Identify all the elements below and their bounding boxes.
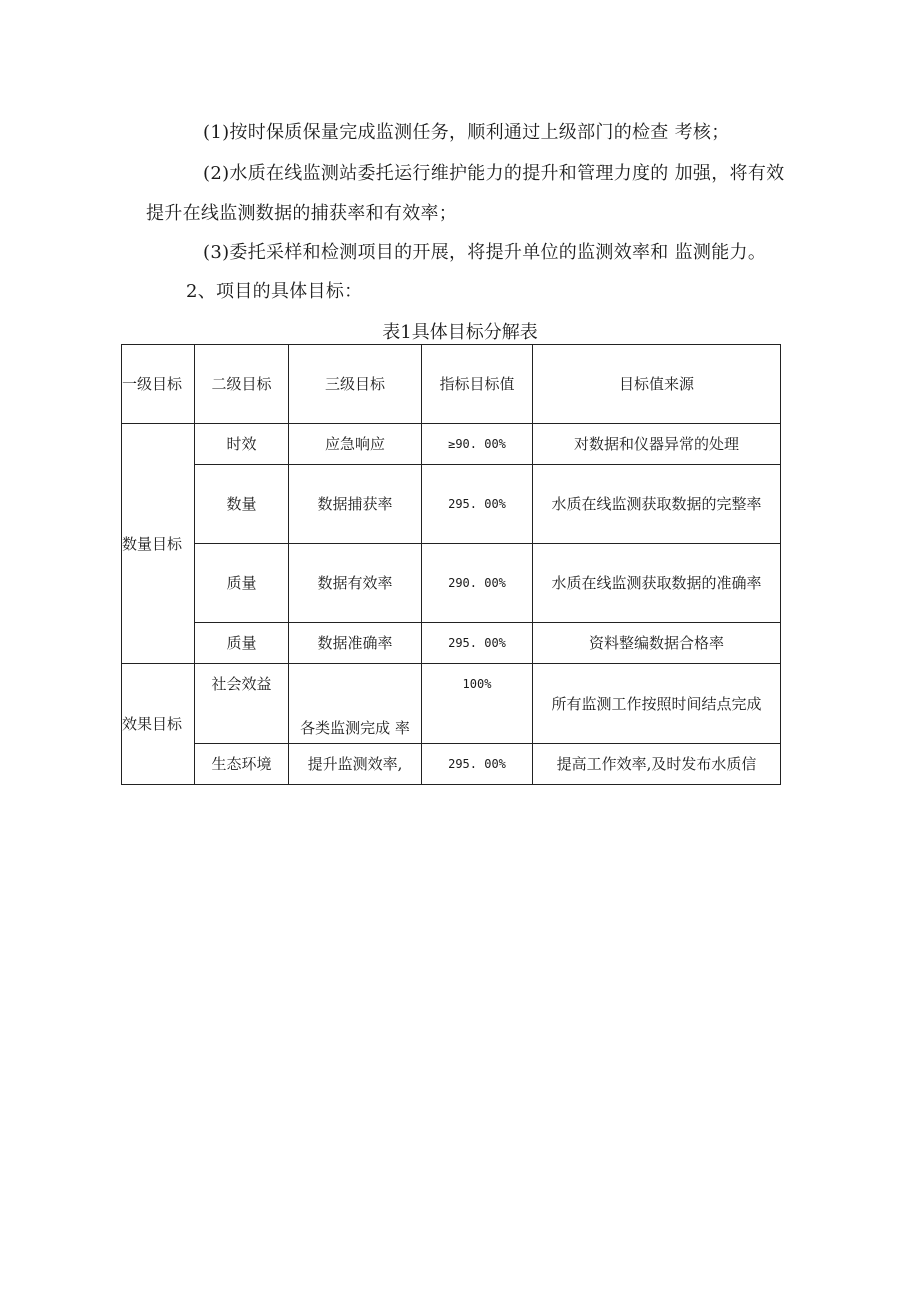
source-cell: 资料整编数据合格率 (533, 623, 781, 664)
source-cell: 水质在线监测获取数据的完整率 (533, 465, 781, 544)
source-cell: 对数据和仪器异常的处理 (533, 424, 781, 465)
level2-cell: 生态环境 (195, 744, 289, 785)
level2-cell: 时效 (195, 424, 289, 465)
level3-cell: 数据准确率 (289, 623, 422, 664)
paragraph-2-line-2: 提升在线监测数据的捕获率和有效率； (146, 203, 458, 224)
value-cell: 295. 00% (422, 465, 533, 544)
value-cell: ≥90. 00% (422, 424, 533, 465)
value-cell: 295. 00% (422, 623, 533, 664)
level3-cell: 提升监测效率, (289, 744, 422, 785)
table-row (122, 744, 781, 785)
section-heading: 2、项目的具体目标： (186, 281, 363, 302)
source-cell: 水质在线监测获取数据的准确率 (533, 544, 781, 623)
table-row (122, 424, 781, 465)
header-level2: 二级目标 (195, 345, 289, 424)
level1-cell: 数量目标 (122, 424, 195, 664)
level3-cell: 各类监测完成 率 (289, 664, 422, 744)
table-header-row (122, 345, 781, 424)
header-source: 目标值来源 (533, 345, 781, 424)
source-cell: 提高工作效率,及时发布水质信 (533, 744, 781, 785)
table-caption: 表1具体目标分解表 (382, 322, 538, 343)
paragraph-1: (1)按时保质保量完成监测任务，顺利通过上级部门的检查 考核； (203, 122, 730, 143)
header-level1: 一级目标 (122, 345, 195, 424)
table-row (122, 544, 781, 623)
level2-cell: 数量 (195, 465, 289, 544)
paragraph-2-line-1: (2)水质在线监测站委托运行维护能力的提升和管理力度的 加强，将有效 (203, 163, 785, 184)
goal-breakdown-table (121, 344, 781, 785)
value-cell: 295. 00% (422, 744, 533, 785)
level3-cell: 数据捕获率 (289, 465, 422, 544)
level3-cell: 应急响应 (289, 424, 422, 465)
table-row (122, 465, 781, 544)
level2-cell: 质量 (195, 623, 289, 664)
paragraph-3: (3)委托采样和检测项目的开展，将提升单位的监测效率和 监测能力。 (203, 242, 767, 263)
value-cell: 100% (422, 664, 533, 744)
level1-cell: 效果目标 (122, 664, 195, 785)
level3-cell: 数据有效率 (289, 544, 422, 623)
value-cell: 290. 00% (422, 544, 533, 623)
source-cell: 所有监测工作按照时间结点完成 (533, 664, 781, 744)
header-target-value: 指标目标值 (422, 345, 533, 424)
level2-cell: 社会效益 (195, 664, 289, 744)
level2-cell: 质量 (195, 544, 289, 623)
table-row (122, 664, 781, 744)
header-level3: 三级目标 (289, 345, 422, 424)
table-row (122, 623, 781, 664)
